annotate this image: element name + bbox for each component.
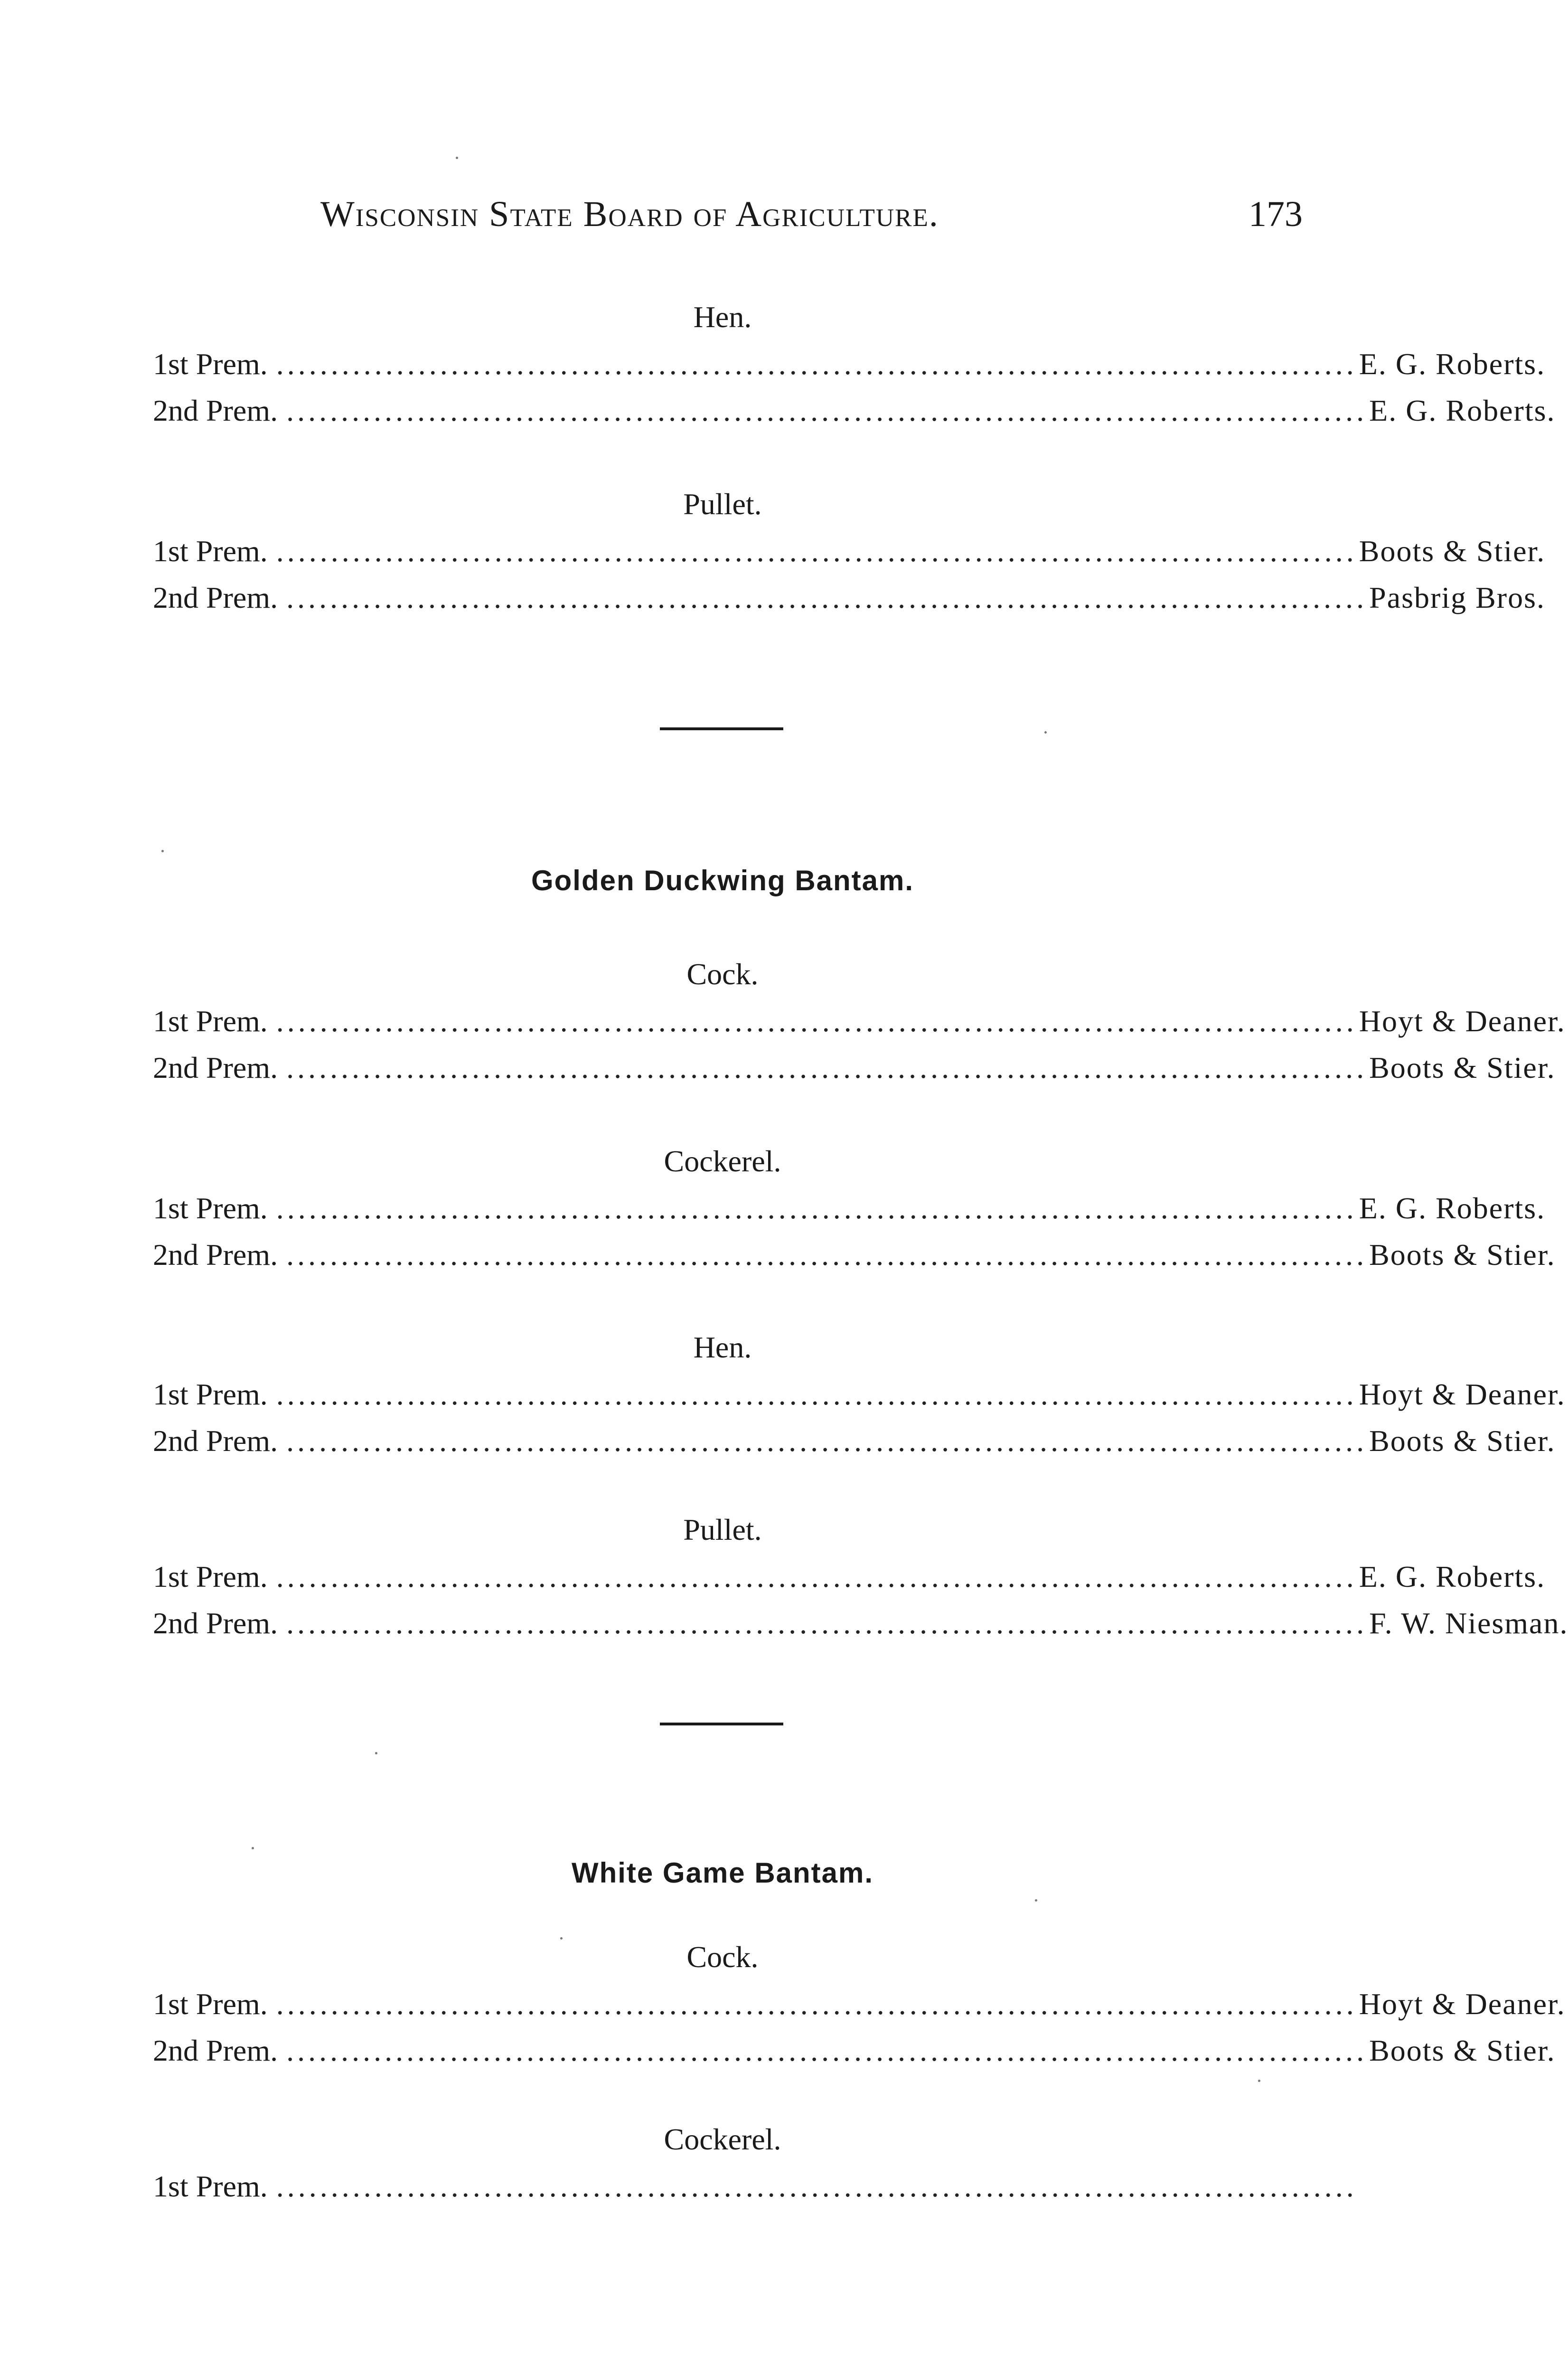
scan-speck: [252, 1847, 254, 1849]
class-subheading: Cockerel.: [664, 2122, 781, 2156]
place-label: 1st Prem.: [153, 347, 268, 381]
scan-speck: [161, 850, 164, 852]
place-label: 1st Prem.: [153, 2169, 268, 2203]
leader-dots: ...................................................................................................: [286, 581, 1368, 614]
class-subheading: Cock.: [686, 957, 759, 991]
winner-name: E. G. Roberts.: [1369, 394, 1556, 427]
award-block-pullet: [153, 480, 1546, 621]
winner-name: F. W. Niesman.: [1369, 1606, 1568, 1640]
leader-dots: ...................................................................................................: [276, 1191, 1357, 1225]
title-word: of: [693, 194, 728, 234]
place-label: 1st Prem.: [153, 1987, 268, 2021]
title-word: tate: [510, 194, 573, 234]
winner-name: Boots & Stier.: [1369, 1051, 1556, 1084]
award-row: [153, 1418, 1556, 1464]
place-label: 2nd Prem.: [153, 1424, 278, 1458]
winner-name: Boots & Stier.: [1369, 1424, 1556, 1458]
running-header: [157, 194, 1303, 236]
award-row: [153, 575, 1545, 621]
scan-speck: [560, 1937, 563, 1940]
winner-name: Boots & Stier.: [1369, 1238, 1556, 1272]
award-row: [153, 528, 1546, 575]
title-initial: A: [735, 194, 763, 234]
leader-dots: ...................................................................................................: [276, 534, 1357, 568]
leader-dots: ...................................................................................................: [286, 1051, 1368, 1084]
award-block-cock: [153, 951, 1566, 1091]
place-label: 1st Prem.: [153, 1560, 268, 1593]
winner-name: Hoyt & Deaner.: [1359, 1987, 1566, 2021]
leader-dots: ...................................................................................................: [276, 1004, 1357, 1038]
winner-name: E. G. Roberts.: [1359, 1191, 1546, 1225]
award-row: [153, 1981, 1566, 2027]
section-divider: [660, 1723, 783, 1725]
class-subheading: Hen.: [693, 1330, 752, 1364]
class-subheading: Cock.: [686, 1940, 759, 1974]
leader-dots: ...................................................................................................: [286, 394, 1368, 427]
award-row: [153, 341, 1546, 387]
title-word: isconsin: [355, 194, 479, 234]
winner-name: E. G. Roberts.: [1359, 1560, 1546, 1593]
class-subheading: Hen.: [693, 300, 752, 334]
title-initial: S: [489, 194, 510, 234]
leader-dots: ...................................................................................................: [286, 1424, 1368, 1458]
running-title: [320, 194, 939, 235]
award-block-cockerel: [153, 1138, 1556, 1278]
award-row: [153, 1232, 1556, 1278]
leader-dots: ...................................................................................................: [286, 2034, 1368, 2067]
place-label: 2nd Prem.: [153, 394, 278, 427]
award-row: [153, 2163, 1357, 2210]
scan-speck: [375, 1752, 377, 1754]
award-block-pullet: [153, 1506, 1568, 1647]
award-block-cockerel: [153, 2116, 1357, 2210]
winner-name: Boots & Stier.: [1369, 2034, 1556, 2067]
place-label: 1st Prem.: [153, 1004, 268, 1038]
winner-name: Hoyt & Deaner.: [1359, 1004, 1566, 1038]
award-row: [153, 998, 1566, 1045]
place-label: 1st Prem.: [153, 534, 268, 568]
scan-speck: [456, 157, 458, 159]
class-subheading: Pullet.: [683, 1513, 762, 1546]
winner-name: Boots & Stier.: [1359, 534, 1546, 568]
section-title: Golden Duckwing Bantam.: [531, 865, 914, 896]
title-initial: W: [320, 194, 356, 234]
place-label: 2nd Prem.: [153, 1238, 278, 1272]
award-block-cock: [153, 1933, 1566, 2074]
place-label: 1st Prem.: [153, 1191, 268, 1225]
place-label: 2nd Prem.: [153, 2034, 278, 2067]
section-divider: [660, 727, 783, 730]
award-row: [153, 1185, 1546, 1232]
scan-speck: [1044, 731, 1047, 734]
title-word: griculture.: [762, 194, 939, 234]
scan-speck: [1258, 2080, 1260, 2082]
award-row: [153, 1554, 1546, 1600]
section-title: White Game Bantam.: [571, 1857, 874, 1889]
award-block-hen: [153, 1324, 1566, 1464]
award-row: [153, 387, 1556, 434]
award-row: [153, 1371, 1566, 1418]
award-row: [153, 1045, 1556, 1091]
leader-dots: ...................................................................................................: [276, 2169, 1357, 2203]
leader-dots: ...................................................................................................: [276, 1377, 1357, 1411]
leader-dots: ...................................................................................................: [276, 1560, 1357, 1593]
leader-dots: ...................................................................................................: [286, 1238, 1368, 1272]
leader-dots: ...................................................................................................: [276, 347, 1357, 381]
scan-speck: [1035, 1899, 1037, 1902]
page-number: 173: [1249, 194, 1303, 234]
award-block-hen: [153, 293, 1556, 434]
class-subheading: Cockerel.: [664, 1144, 781, 1178]
place-label: 2nd Prem.: [153, 1051, 278, 1084]
leader-dots: ...................................................................................................: [286, 1606, 1368, 1640]
award-row: [153, 2027, 1556, 2074]
class-subheading: Pullet.: [683, 487, 762, 521]
place-label: 2nd Prem.: [153, 1606, 278, 1640]
leader-dots: ...................................................................................................: [276, 1987, 1357, 2021]
title-word: oard: [608, 194, 684, 234]
award-row: [153, 1600, 1568, 1647]
title-initial: B: [583, 194, 609, 234]
winner-name: E. G. Roberts.: [1359, 347, 1546, 381]
place-label: 2nd Prem.: [153, 581, 278, 614]
winner-name: Pasbrig Bros.: [1369, 581, 1545, 614]
place-label: 1st Prem.: [153, 1377, 268, 1411]
winner-name: Hoyt & Deaner.: [1359, 1377, 1566, 1411]
